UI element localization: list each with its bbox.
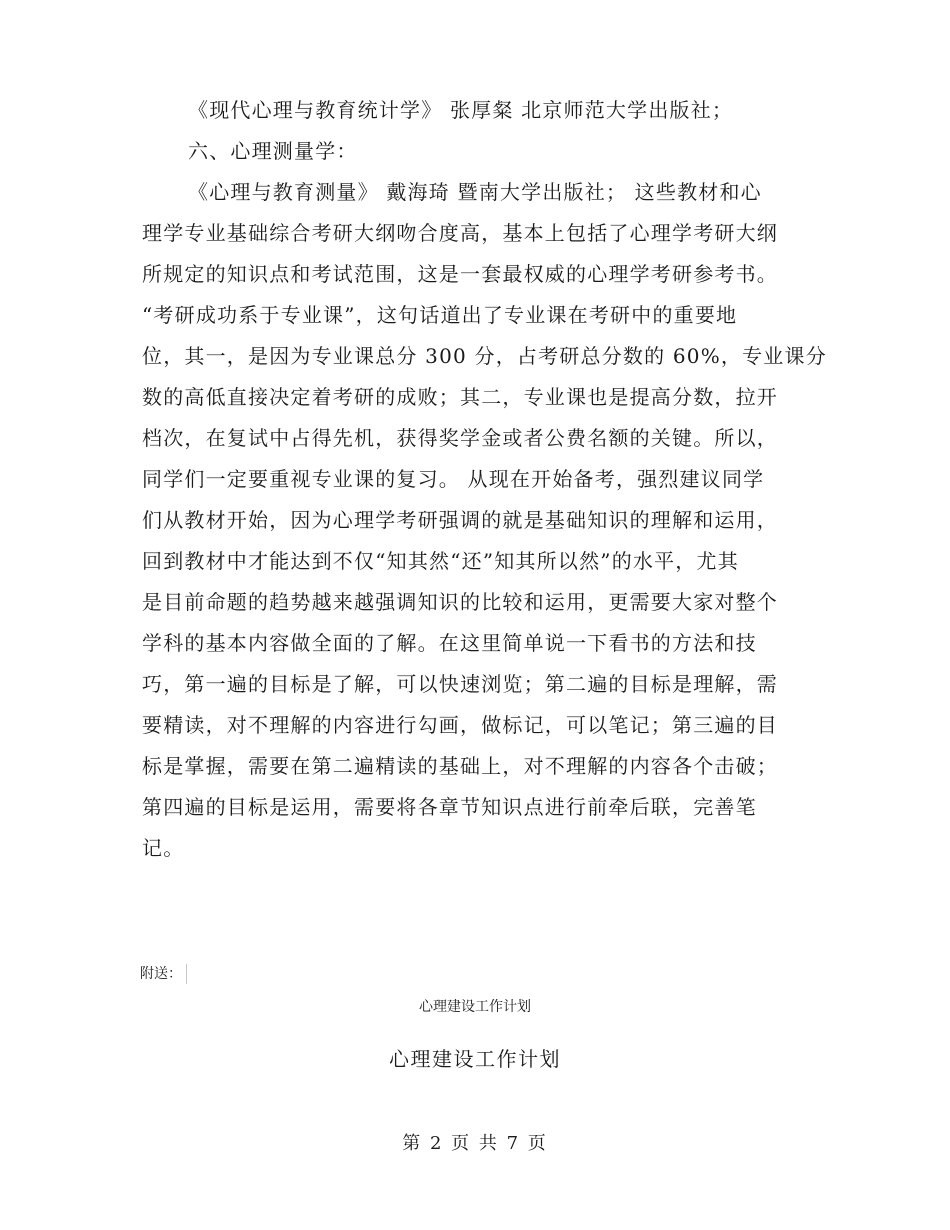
body-line: 记。 — [142, 836, 185, 860]
attachment-label: 附送： — [140, 964, 187, 984]
body-line: 要精读，对不理解的内容进行勾画，做标记，可以笔记；第三遍的目 — [142, 713, 778, 737]
body-line: 标是掌握，需要在第二遍精读的基础上，对不理解的内容各个击破； — [142, 754, 778, 778]
body-line: 巧，第一遍的目标是了解，可以快速浏览；第二遍的目标是理解，需 — [142, 672, 778, 696]
body-line: 《现代心理与教育统计学》 张厚粲 北京师范大学出版社； — [188, 98, 734, 122]
body-line: 是目前命题的趋势越来越强调知识的比较和运用，更需要大家对整个 — [142, 590, 778, 614]
body-line: 学科的基本内容做全面的了解。在这里简单说一下看书的方法和技 — [142, 631, 757, 655]
attachment-subtitle: 心理建设工作计划 — [419, 999, 531, 1015]
body-line: 同学们一定要重视专业课的复习。 从现在开始备考，强烈建议同学 — [142, 467, 765, 491]
body-line: 档次，在复试中占得先机，获得奖学金或者公费名额的关键。所以， — [142, 426, 778, 450]
attachment-title: 心理建设工作计划 — [389, 1047, 561, 1071]
body-line: 《心理与教育测量》 戴海琦 暨南大学出版社； 这些教材和心 — [188, 180, 762, 204]
body-line: 所规定的知识点和考试范围，这是一套最权威的心理学考研参考书。 — [142, 262, 778, 286]
body-line: 位，其一，是因为专业课总分 300 分，占考研总分数的 60%，专业课分 — [142, 344, 827, 368]
body-line: 回到教材中才能达到不仅“知其然“还”知其所以然”的水平，尤其 — [142, 549, 739, 573]
body-line: 第四遍的目标是运用，需要将各章节知识点进行前牵后联，完善笔 — [142, 795, 757, 819]
body-line: 理学专业基础综合考研大纲吻合度高，基本上包括了心理学考研大纲 — [142, 221, 778, 245]
section-heading: 六、心理测量学： — [188, 139, 358, 163]
body-line: “考研成功系于专业课”，这句话道出了专业课在考研中的重要地 — [142, 303, 738, 327]
page-number: 第 2 页 共 7 页 — [402, 1133, 548, 1154]
body-line: 们从教材开始，因为心理学考研强调的就是基础知识的理解和运用， — [142, 508, 778, 532]
body-line: 数的高低直接决定着考研的成败；其二，专业课也是提高分数，拉开 — [142, 385, 778, 409]
